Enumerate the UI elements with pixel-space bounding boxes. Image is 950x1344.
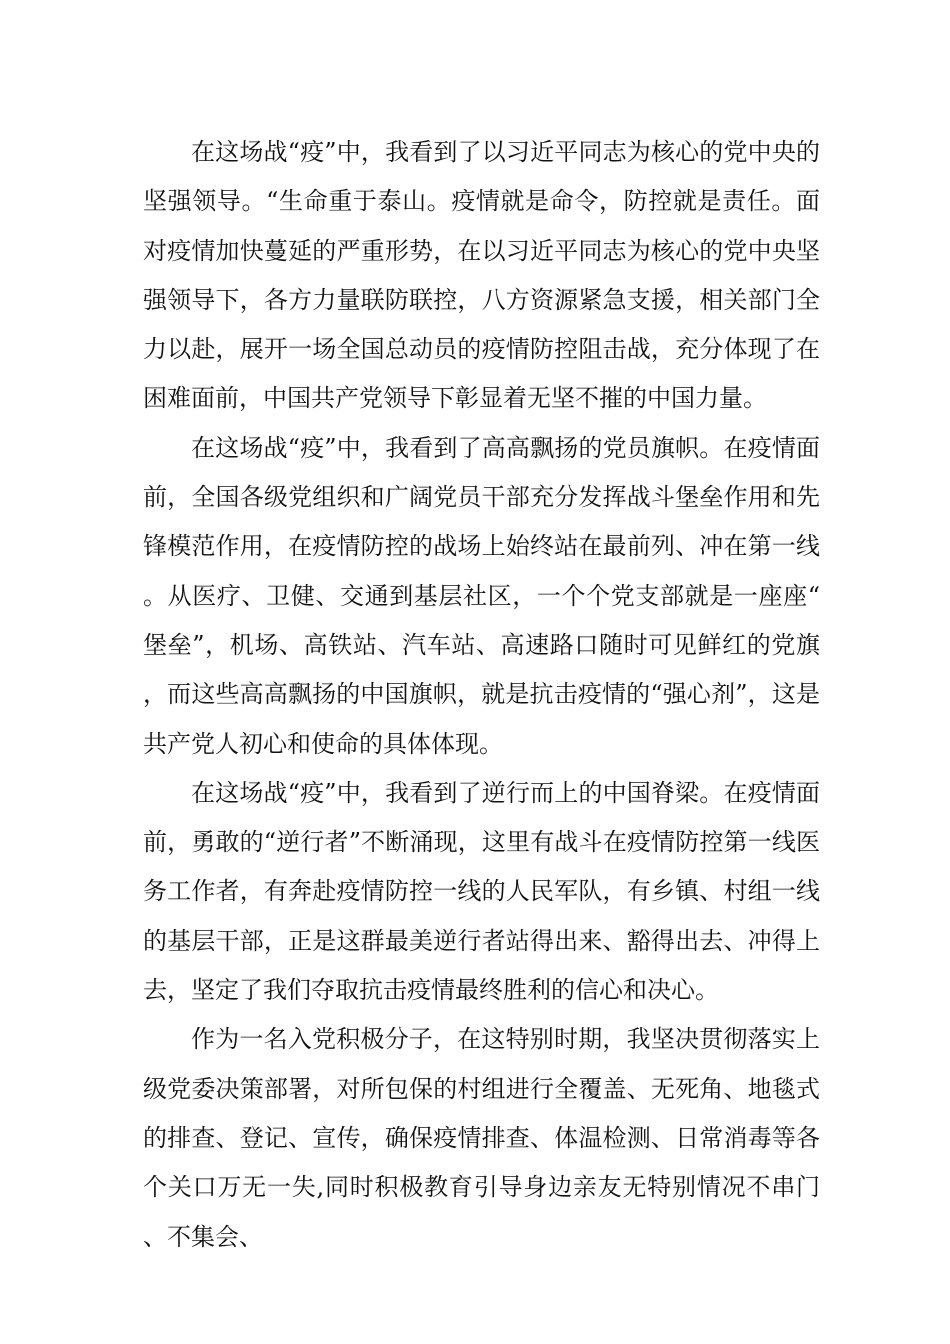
document-body	[143, 128, 820, 1262]
paragraph-activist: 作为一名入党积极分子，在这特别时期，我坚决贯彻落实上级党委决策部署，对所包保的村组进行全覆盖、无死角、地毯式的排查、登记、宣传，确保疫情排查、体温检测、日常消毒等各个关口万无一失,同时积极教育引导身边亲友无特别情况不串门、不集会、	[143, 1025, 820, 1251]
paragraph-backbone: 在这场战“疫”中，我看到了逆行而上的中国脊梁。在疫情面前，勇敢的“逆行者”不断涌现，这里有战斗在疫情防控第一线医务工作者，有奔赴疫情防控一线的人民军队，有乡镇、村组一线的基层干部，正是这群最美逆行者站得出来、豁得出去、冲得上去，坚定了我们夺取抗击疫情最终胜利的信心和决心。	[143, 778, 820, 1005]
paragraph-party-flag: 在这场战“疫”中，我看到了高高飘扬的党员旗帜。在疫情面前，全国各级党组织和广阔党员干部充分发挥战斗堡垒作用和先锋模范作用，在疫情防控的战场上始终站在最前列、冲在第一线。从医疗、卫健、交通到基层社区，一个个党支部就是一座座“堡垒”，机场、高铁站、汽车站、高速路口随时可见鲜红的党旗，而这些高高飘扬的中国旗帜，就是抗击疫情的“强心剂”，这是共产党人初心和使命的具体体现。	[143, 433, 820, 758]
paragraph-leadership: 在这场战“疫”中，我看到了以习近平同志为核心的党中央的坚强领导。“生命重于泰山。疫情就是命令，防控就是责任。面对疫情加快蔓延的严重形势，在以习近平同志为核心的党中央坚强领导下，各方力量联防联控，八方资源紧急支援，相关部门全力以赴，展开一场全国总动员的疫情防控阻击战，充分体现了在困难面前，中国共产党领导下彰显着无坚不摧的中国力量。	[143, 138, 820, 413]
